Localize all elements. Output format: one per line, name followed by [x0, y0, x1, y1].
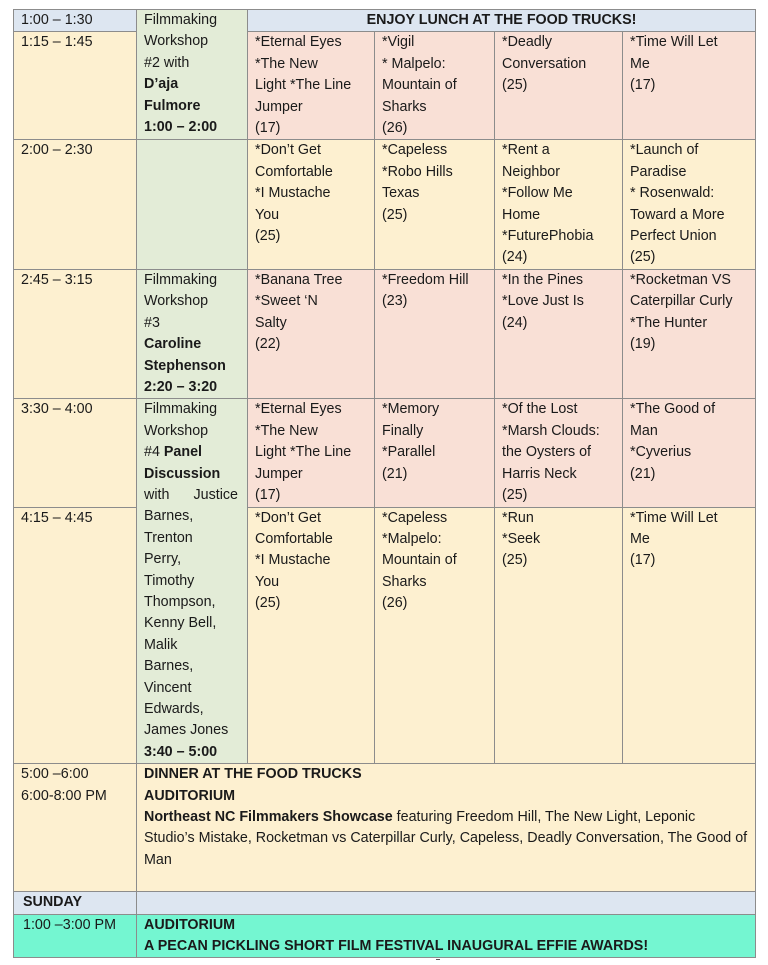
- film-title: *Time Will Let: [630, 509, 718, 526]
- film-title: Comfortable: [255, 531, 333, 547]
- film-runtime: (26): [382, 120, 408, 137]
- panelist: Justice: [193, 486, 238, 503]
- panelist: Edwards,: [144, 701, 204, 717]
- showcase-title: Northeast NC Filmmakers Showcase: [144, 809, 393, 826]
- day-label: SUNDAY: [14, 892, 137, 914]
- film-title: Harris Neck: [502, 465, 577, 482]
- film-title: *In the Pines: [502, 271, 584, 288]
- evening-block: [137, 764, 756, 892]
- film-title: *The Good of: [630, 401, 716, 418]
- time-slot: [14, 764, 137, 892]
- film-title: Neighbor: [502, 163, 561, 180]
- film-title: Toward a More: [630, 206, 725, 223]
- page-mark: [436, 959, 440, 963]
- film-title: *Don’t Get: [255, 142, 321, 159]
- film-title: *Don’t Get: [255, 509, 321, 526]
- film-title: Comfortable: [255, 163, 333, 180]
- film-title: *Robo Hills: [382, 163, 453, 180]
- film-title: * Malpelo:: [382, 55, 446, 72]
- workshop-host: Caroline: [144, 336, 202, 353]
- workshop-line: Filmmaking: [144, 401, 218, 418]
- time-slot-start: 5:00 –6:00: [21, 766, 89, 783]
- workshop-host: Stephenson: [144, 357, 226, 374]
- film-title: Paradise: [630, 163, 687, 180]
- film-title: *Memory: [382, 401, 440, 418]
- film-block: [248, 399, 375, 507]
- film-title: Home: [502, 206, 541, 223]
- film-title: *FuturePhobia: [502, 228, 594, 245]
- row-2-45: [14, 269, 756, 398]
- film-title: *Rocketman VS: [630, 271, 731, 288]
- workshop-3: [137, 269, 248, 398]
- film-block: [495, 269, 623, 398]
- time-slot: 1:15 – 1:45: [14, 32, 137, 140]
- film-title: Conversation: [502, 55, 587, 72]
- awards-heading: A PECAN PICKLING SHORT FILM FESTIVAL INAUGURAL EFFIE AWARDS!: [144, 938, 649, 955]
- film-runtime: (17): [630, 552, 656, 569]
- time-slot: 3:30 – 4:00: [14, 399, 137, 507]
- film-title: Light *The Line: [255, 444, 352, 461]
- row-1-15: [14, 32, 756, 140]
- workshop-word: with: [144, 486, 170, 503]
- workshop-line: #2 with: [144, 54, 190, 71]
- film-title: *Time Will Let: [630, 34, 718, 51]
- workshop-line: Filmmaking: [144, 12, 218, 28]
- workshop-line: Workshop: [144, 33, 209, 50]
- film-title: Me: [630, 531, 650, 547]
- workshop-type: Panel: [163, 444, 203, 461]
- workshop-type: Discussion: [144, 465, 221, 482]
- film-title: *Eternal Eyes: [255, 34, 342, 51]
- film-title: *I Mustache: [255, 185, 331, 202]
- film-runtime: (23): [382, 293, 408, 310]
- film-runtime: (19): [630, 336, 656, 353]
- panelist: Trenton: [144, 529, 193, 546]
- row-awards: [14, 914, 756, 958]
- film-title: *Malpelo:: [382, 531, 442, 547]
- film-block: [623, 269, 756, 398]
- film-block: [623, 507, 756, 764]
- film-title: *Vigil: [382, 34, 415, 51]
- film-title: *The New: [255, 55, 318, 72]
- film-runtime: (25): [382, 206, 408, 223]
- film-runtime: (25): [502, 486, 528, 503]
- film-runtime: (25): [630, 249, 656, 266]
- film-block: [623, 32, 756, 140]
- row-evening: [14, 764, 756, 892]
- venue-heading: AUDITORIUM: [144, 787, 236, 804]
- time-slot: 2:45 – 3:15: [14, 269, 137, 398]
- workshop-time: 3:40 – 5:00: [144, 743, 218, 760]
- panelist: Kenny Bell,: [144, 615, 217, 632]
- film-block: [375, 140, 495, 269]
- film-title: *Follow Me: [502, 185, 573, 202]
- film-title: You: [255, 573, 280, 590]
- row-4-15: [14, 507, 756, 764]
- film-title: the Oysters of: [502, 444, 591, 461]
- film-title: Sharks: [382, 98, 427, 115]
- film-block: [623, 399, 756, 507]
- workshop-line: #3: [144, 314, 160, 331]
- film-block: [248, 269, 375, 398]
- workshop-time: 2:20 – 3:20: [144, 378, 218, 395]
- film-title: *Love Just Is: [502, 293, 584, 310]
- workshop-number: #4: [144, 444, 160, 461]
- workshop-line: Filmmaking: [144, 271, 218, 288]
- day-banner: [137, 892, 756, 914]
- workshop-4: [137, 399, 248, 764]
- film-runtime: (25): [502, 552, 528, 569]
- film-block: [375, 269, 495, 398]
- film-title: * Rosenwald:: [630, 185, 715, 202]
- film-block: [495, 507, 623, 764]
- workshop-line: [144, 442, 240, 463]
- row-sunday: [14, 892, 756, 914]
- panelist: Barnes,: [144, 508, 194, 525]
- time-slot-evening: 6:00-8:00 PM: [21, 787, 107, 804]
- row-2-00: [14, 140, 756, 269]
- film-block: [375, 399, 495, 507]
- film-title: Man: [630, 422, 658, 439]
- film-title: Light *The Line: [255, 77, 352, 94]
- film-runtime: (21): [382, 465, 408, 482]
- time-slot: 2:00 – 2:30: [14, 140, 137, 269]
- workshop-host: D’aja: [144, 76, 179, 93]
- film-block: [375, 32, 495, 140]
- time-slot: 1:00 – 1:30: [14, 10, 137, 32]
- film-title: *Of the Lost: [502, 401, 578, 418]
- film-runtime: (17): [255, 486, 281, 503]
- film-runtime: (24): [502, 249, 528, 266]
- film-block: [623, 140, 756, 269]
- time-slot: 1:00 –3:00 PM: [14, 914, 137, 958]
- film-title: *Capeless: [382, 142, 448, 159]
- film-title: Texas: [382, 185, 420, 202]
- film-title: Perfect Union: [630, 228, 717, 245]
- film-runtime: (24): [502, 314, 528, 331]
- workshop-line: [144, 485, 238, 506]
- film-block: [248, 140, 375, 269]
- film-title: Mountain of: [382, 552, 457, 569]
- film-runtime: (17): [630, 77, 656, 94]
- showcase-text: [144, 809, 747, 868]
- workshop-empty: [137, 140, 248, 269]
- film-title: Mountain of: [382, 77, 457, 94]
- film-block: [495, 32, 623, 140]
- row-3-30: [14, 399, 756, 507]
- film-title: Salty: [255, 314, 287, 331]
- dinner-heading: DINNER AT THE FOOD TRUCKS: [144, 766, 362, 783]
- film-title: *Parallel: [382, 444, 436, 461]
- film-block: [248, 32, 375, 140]
- row-1-00: [14, 10, 756, 32]
- film-runtime: (25): [502, 77, 528, 94]
- venue-heading: AUDITORIUM: [144, 916, 236, 933]
- panelist: Malik: [144, 636, 178, 653]
- workshop-line: Workshop: [144, 422, 209, 439]
- film-title: Jumper: [255, 98, 303, 115]
- panelist: Timothy: [144, 572, 195, 589]
- panelist: James Jones: [144, 722, 229, 739]
- film-title: Jumper: [255, 465, 303, 482]
- film-title: *Freedom Hill: [382, 271, 469, 288]
- film-title: *Rent a: [502, 142, 550, 159]
- film-runtime: (17): [255, 120, 281, 137]
- film-title: *Capeless: [382, 509, 448, 526]
- film-title: *Banana Tree: [255, 271, 343, 288]
- workshop-time: 1:00 – 2:00: [144, 119, 218, 136]
- workshop-host: Fulmore: [144, 97, 201, 114]
- film-title: *Deadly: [502, 34, 553, 51]
- time-slot: 4:15 – 4:45: [14, 507, 137, 764]
- film-title: *Sweet ‘N: [255, 293, 318, 310]
- film-title: You: [255, 206, 280, 223]
- panelist: Perry,: [144, 551, 182, 568]
- film-runtime: (22): [255, 336, 281, 353]
- film-block: [375, 507, 495, 764]
- film-title: *The New: [255, 422, 318, 439]
- film-title: *The Hunter: [630, 314, 708, 331]
- showcase-films: featuring Freedom Hill, The New Light, Leponic Studio’s Mistake, Rocketman vs Caterpillar Curly, Capeless, Deadly Conversation, The Good of Man: [144, 809, 748, 868]
- schedule-table: [13, 9, 756, 958]
- panelist: Barnes,: [144, 658, 194, 675]
- film-title: *Marsh Clouds:: [502, 422, 600, 439]
- workshop-2: [137, 10, 248, 140]
- film-title: *Eternal Eyes: [255, 401, 342, 418]
- film-block: [495, 140, 623, 269]
- film-title: *Seek: [502, 531, 541, 547]
- film-runtime: (25): [255, 228, 281, 245]
- film-title: Sharks: [382, 573, 427, 590]
- film-runtime: (25): [255, 595, 281, 612]
- film-title: Finally: [382, 422, 424, 439]
- film-title: *Cyverius: [630, 444, 692, 461]
- panelist: Thompson,: [144, 593, 216, 610]
- panelist: Vincent: [144, 679, 192, 696]
- workshop-line: Workshop: [144, 293, 209, 310]
- film-title: Caterpillar Curly: [630, 293, 733, 310]
- film-block: [495, 399, 623, 507]
- film-block: [248, 507, 375, 764]
- awards-block: [137, 914, 756, 958]
- lunch-banner: ENJOY LUNCH AT THE FOOD TRUCKS!: [248, 10, 756, 32]
- film-runtime: (26): [382, 595, 408, 612]
- film-title: *I Mustache: [255, 552, 331, 569]
- film-runtime: (21): [630, 465, 656, 482]
- film-title: Me: [630, 55, 650, 72]
- film-title: *Launch of: [630, 142, 699, 159]
- film-title: *Run: [502, 509, 534, 526]
